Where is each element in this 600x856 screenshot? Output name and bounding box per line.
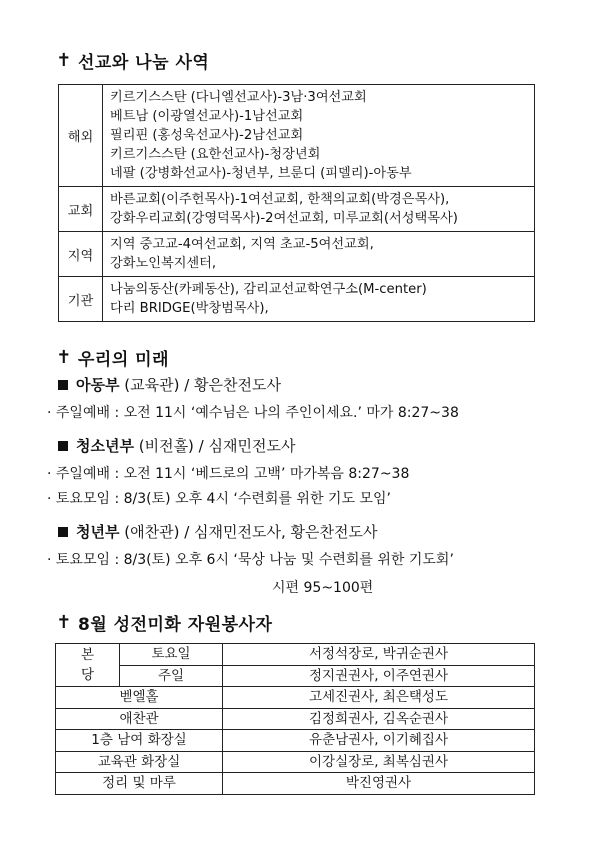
row-value: 고세진권사, 최은택성도 (223, 687, 535, 709)
row-label: 교회 (59, 187, 103, 232)
row-line: 지역 중고교-4여선교회, 지역 초교-5여선교회, (110, 237, 374, 252)
mission-table (58, 84, 535, 322)
row-label: 주일 (120, 665, 223, 687)
cross-icon: ✝ (56, 612, 72, 633)
row-label: 벧엘홀 (56, 687, 223, 709)
mission-row-institution (59, 277, 535, 322)
schedule-item: · 토요모임 : 8/3(토) 오후 6시 ‘묵상 나눔 및 수련회를 위한 기도회’ (47, 552, 454, 568)
schedule-item: · 주일예배 : 오전 11시 ‘베드로의 고백’ 마가복음 8:27~38 (47, 466, 410, 482)
row-label: 1층 남여 화장실 (56, 730, 223, 752)
row-label: 기관 (59, 277, 103, 322)
dept-info: (애찬관) / 심재민전도사, 황은찬전도사 (119, 523, 378, 541)
volunteer-row (56, 773, 535, 795)
row-line: 베트남 (이광열선교사)-1남선교회 (110, 109, 304, 124)
row-label: 교육관 화장실 (56, 751, 223, 773)
row-line: 키르기스스탄 (다니엘선교사)-3남·3여선교회 (110, 90, 367, 105)
label-char: 본 (80, 647, 95, 663)
section-title-text: 우리의 미래 (78, 350, 170, 370)
volunteer-row (56, 687, 535, 709)
dept-info: (교육관) / 황은찬전도사 (119, 376, 281, 394)
row-line: 네팔 (강병화선교사)-청년부, 브룬디 (피델리)-아동부 (110, 166, 412, 181)
row-line: 강화노인복지센터, (110, 256, 217, 271)
row-content (103, 277, 535, 322)
volunteer-row (56, 730, 535, 752)
schedule-item: · 주일예배 : 오전 11시 ‘예수님은 나의 주인이세요.’ 마가 8:27~38 (47, 405, 459, 421)
square-bullet-icon (58, 380, 68, 390)
row-line: 나눔의동산(카페동산), 감리교선교학연구소(M-center) (110, 282, 427, 297)
mission-row-local (59, 232, 535, 277)
dept-name: 청소년부 (76, 437, 134, 455)
dept-name: 청년부 (76, 523, 120, 541)
cross-icon: ✝ (56, 50, 72, 71)
dept-heading-young (52, 521, 377, 542)
section-title-future (56, 345, 169, 370)
schedule-item: · 토요모임 : 8/3(토) 오후 4시 ‘수련회를 위한 기도 모임’ (47, 491, 391, 507)
row-line: 필리핀 (홍성욱선교사)-2남선교회 (110, 128, 304, 143)
square-bullet-icon (58, 441, 68, 451)
volunteer-table (55, 643, 535, 795)
row-value: 이강실장로, 최복심권사 (223, 751, 535, 773)
row-content (103, 187, 535, 232)
cross-icon: ✝ (56, 347, 72, 368)
dept-heading-children (52, 374, 281, 395)
row-line: 다리 BRIDGE(박창범목사), (110, 301, 269, 316)
row-line: 강화우리교회(강영덕목사)-2여선교회, 미루교회(서성택목사) (110, 211, 458, 226)
dept-info: (비전홀) / 심재민전도사 (133, 437, 296, 455)
dept-heading-youth (52, 435, 295, 456)
square-bullet-icon (58, 527, 68, 537)
row-label: 토요일 (120, 644, 223, 666)
section-title-text: 8월 성전미화 자원봉사자 (78, 615, 273, 635)
dept-name: 아동부 (76, 376, 120, 394)
row-line: 키르기스스탄 (요한선교사)-청장년회 (110, 147, 321, 162)
row-value: 서정석장로, 박귀순권사 (223, 644, 535, 666)
row-label: 애찬관 (56, 708, 223, 730)
row-content (103, 232, 535, 277)
mission-row-church (59, 187, 535, 232)
row-value: 정지권권사, 이주연권사 (223, 665, 535, 687)
row-label: 해외 (59, 85, 103, 187)
volunteer-row (56, 751, 535, 773)
volunteer-row (56, 644, 535, 666)
row-value: 김정희권사, 김옥순권사 (223, 708, 535, 730)
mission-row-overseas (59, 85, 535, 187)
volunteer-row (56, 708, 535, 730)
row-value: 박진영권사 (223, 773, 535, 795)
volunteer-row (56, 665, 535, 687)
section-title-volunteers (56, 610, 272, 635)
row-line: 바른교회(이주헌목사)-1여선교회, 한책의교회(박경은목사), (110, 192, 450, 207)
row-label: 정리 및 마루 (56, 773, 223, 795)
schedule-item: 시편 95~100편 (272, 580, 374, 596)
row-content (103, 85, 535, 187)
row-value: 유춘남권사, 이기혜집사 (223, 730, 535, 752)
row-label: 지역 (59, 232, 103, 277)
section-title-text: 선교와 나눔 사역 (78, 53, 210, 73)
label-char: 당 (80, 667, 95, 683)
section-title-mission (56, 48, 209, 73)
main-sanctuary-label (56, 644, 120, 687)
